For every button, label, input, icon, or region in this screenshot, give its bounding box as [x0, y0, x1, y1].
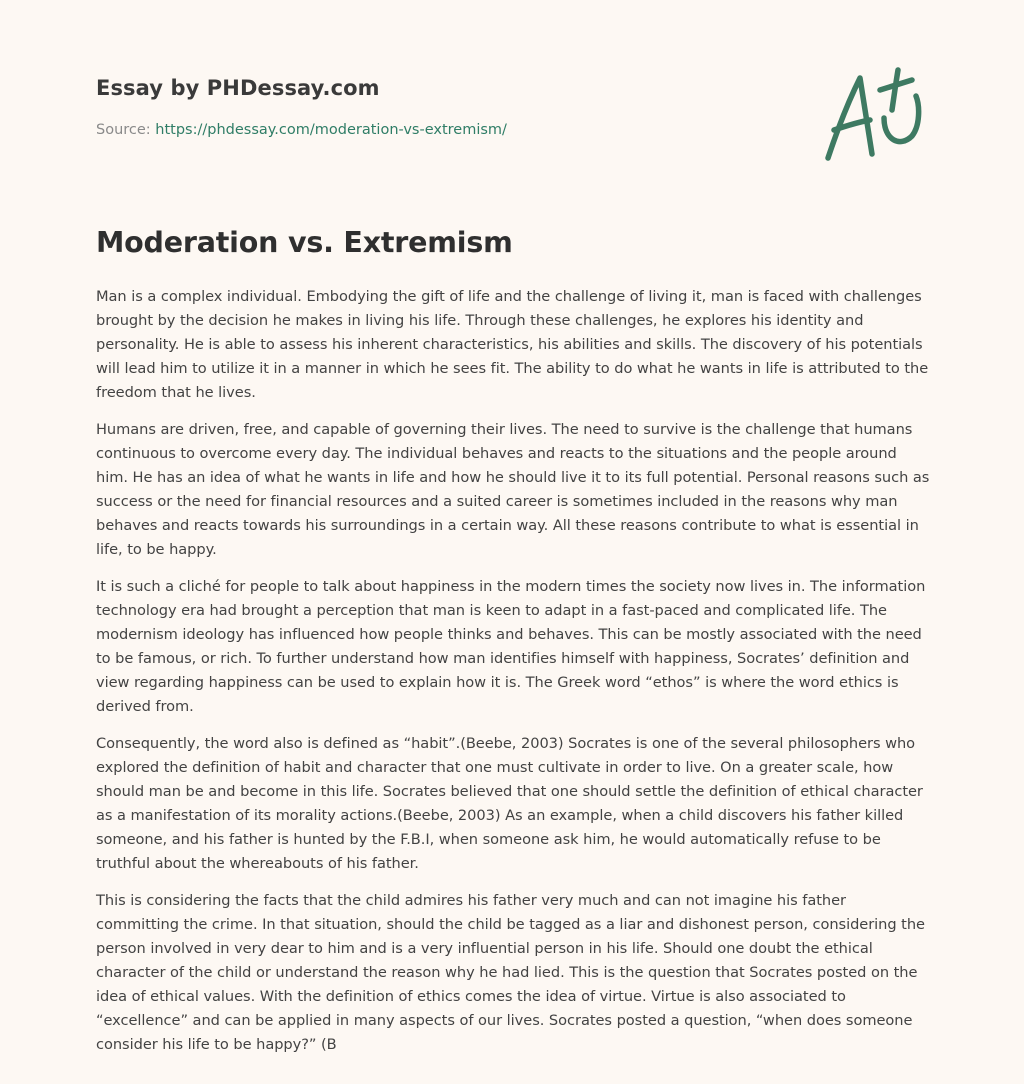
source-label: Source:	[96, 122, 156, 138]
paragraph: This is considering the facts that the child admires his father very much and can not imagine his father committing the crime. In that situation, should the child be tagged as a liar and dishonest person, considering the person involved in very dear to him and is a very influential person in his life. Should one doubt the ethical character of the child or understand the reason why he had lied. This is the question that Socrates posted on the idea of ethical values. With the definition of ethics comes the idea of virtue. Virtue is also associated to “excellence” and can be applied in many aspects of our lives. Socrates posted a question, “when does someone consider his life to be happy?” (B	[96, 892, 925, 1053]
essay-body	[96, 285, 932, 1070]
essay-title: Moderation vs. Extremism	[96, 226, 513, 259]
source-line	[96, 122, 796, 138]
a-plus-grade-icon	[820, 66, 930, 166]
paragraph: Humans are driven, free, and capable of governing their lives. The need to survive is the challenge that humans continuous to overcome every day. The individual behaves and reacts to the situations and the people around him. He has an idea of what he wants in life and how he should live it to its full potential. Personal reasons such as success or the need for financial resources and a suited career is sometimes included in the reasons why man behaves and reacts towards his surroundings in a certain way. All these reasons contribute to what is essential in life, to be happy.	[96, 421, 930, 558]
site-header	[96, 76, 796, 138]
paragraph: It is such a cliché for people to talk about happiness in the modern times the society now lives in. The information technology era had brought a perception that man is keen to adapt in a fast-paced and complicated life. The modernism ideology has influenced how people thinks and behaves. This can be mostly associated with the need to be famous, or rich. To further understand how man identifies himself with happiness, Socrates’ definition and view regarding happiness can be used to explain how it is. The Greek word “ethos” is where the word ethics is derived from.	[96, 578, 926, 715]
site-title: Essay by PHDessay.com	[96, 76, 380, 100]
source-link[interactable]: https://phdessay.com/moderation-vs-extremism/	[155, 122, 507, 138]
paragraph: Consequently, the word also is defined as “habit”.(Beebe, 2003) Socrates is one of the several philosophers who explored the definition of habit and character that one must cultivate in order to live. On a greater scale, how should man be and become in this life. Socrates believed that one should settle the definition of ethical character as a manifestation of its morality actions.(Beebe, 2003) As an example, when a child discovers his father killed someone, and his father is hunted by the F.B.I, when someone ask him, he would automatically refuse to be truthful about the whereabouts of his father.	[96, 735, 923, 872]
paragraph: Man is a complex individual. Embodying the gift of life and the challenge of living it, man is faced with challenges brought by the decision he makes in living his life. Through these challenges, he explores his identity and personality. He is able to assess his inherent characteristics, his abilities and skills. The discovery of his potentials will lead him to utilize it in a manner in which he sees fit. The ability to do what he wants in life is attributed to the freedom that he lives.	[96, 288, 929, 401]
